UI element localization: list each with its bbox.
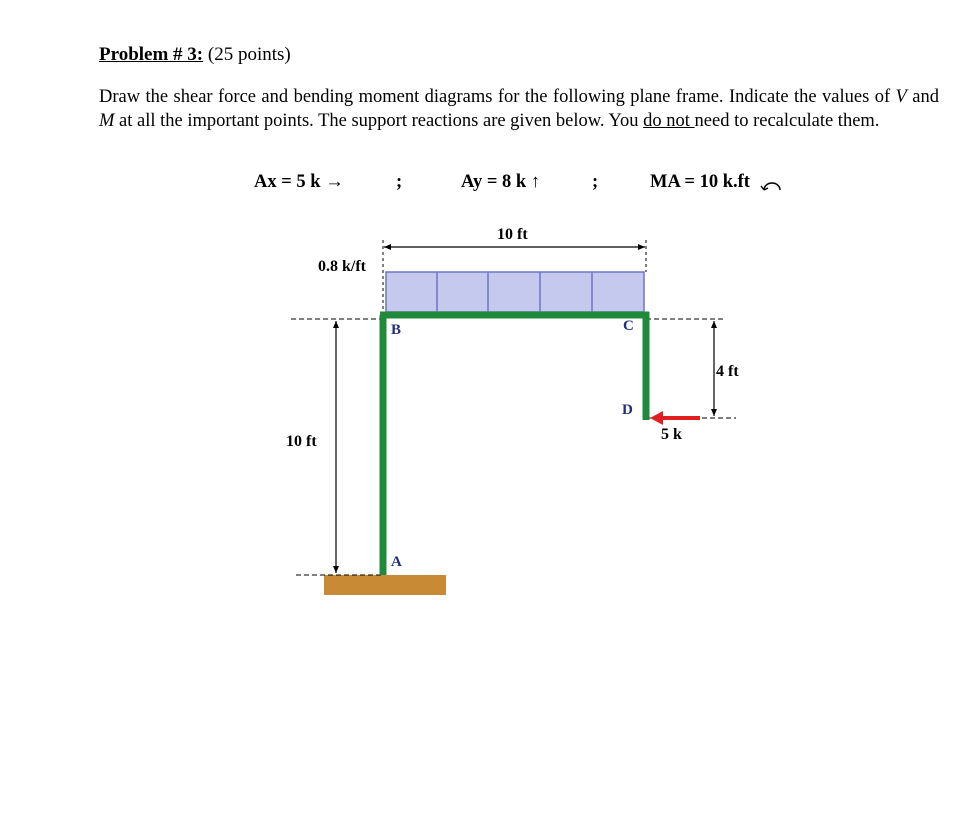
drop-label: 4 ft [716, 363, 739, 380]
node-d-label: D [622, 402, 633, 418]
force-label: 5 k [661, 426, 682, 443]
height-label: 10 ft [286, 433, 317, 450]
instructions-and: and [906, 87, 939, 107]
span-arrow-right [638, 244, 645, 250]
distributed-load [386, 272, 644, 312]
fixed-support [324, 575, 446, 595]
problem-label: Problem # 3: [99, 44, 204, 65]
node-b-label: B [391, 322, 402, 338]
instructions-v: V [895, 87, 907, 107]
drop-arrow-bottom [711, 409, 717, 416]
reaction-ax: Ax = 5 k → [254, 172, 344, 192]
height-arrow-top [333, 321, 339, 328]
reaction-ma: MA = 10 k.ft [650, 172, 750, 192]
instructions-do-not: do not [643, 111, 695, 131]
problem-points: (25 points) [207, 44, 291, 65]
instructions-text-3: need to recalculate them. [694, 111, 880, 131]
reaction-separator-2: ; [592, 172, 599, 192]
height-arrow-bottom [333, 566, 339, 573]
node-c-label: C [623, 318, 634, 334]
load-label: 0.8 k/ft [318, 258, 366, 275]
span-label: 10 ft [497, 226, 528, 243]
drop-arrow-top [711, 321, 717, 328]
instructions-text-1: Draw the shear force and bending moment diagrams for the following plane frame. Indicate the values of [99, 87, 896, 107]
reaction-separator-1: ; [396, 172, 403, 192]
instructions-text-2: at all the important points. The support reactions are given below. You [114, 111, 644, 131]
reaction-ay: Ay = 8 k ↑ [461, 172, 541, 192]
instructions-m: M [99, 111, 115, 131]
span-arrow-left [384, 244, 391, 250]
node-a-label: A [391, 554, 402, 570]
force-arrow-head [650, 411, 663, 425]
